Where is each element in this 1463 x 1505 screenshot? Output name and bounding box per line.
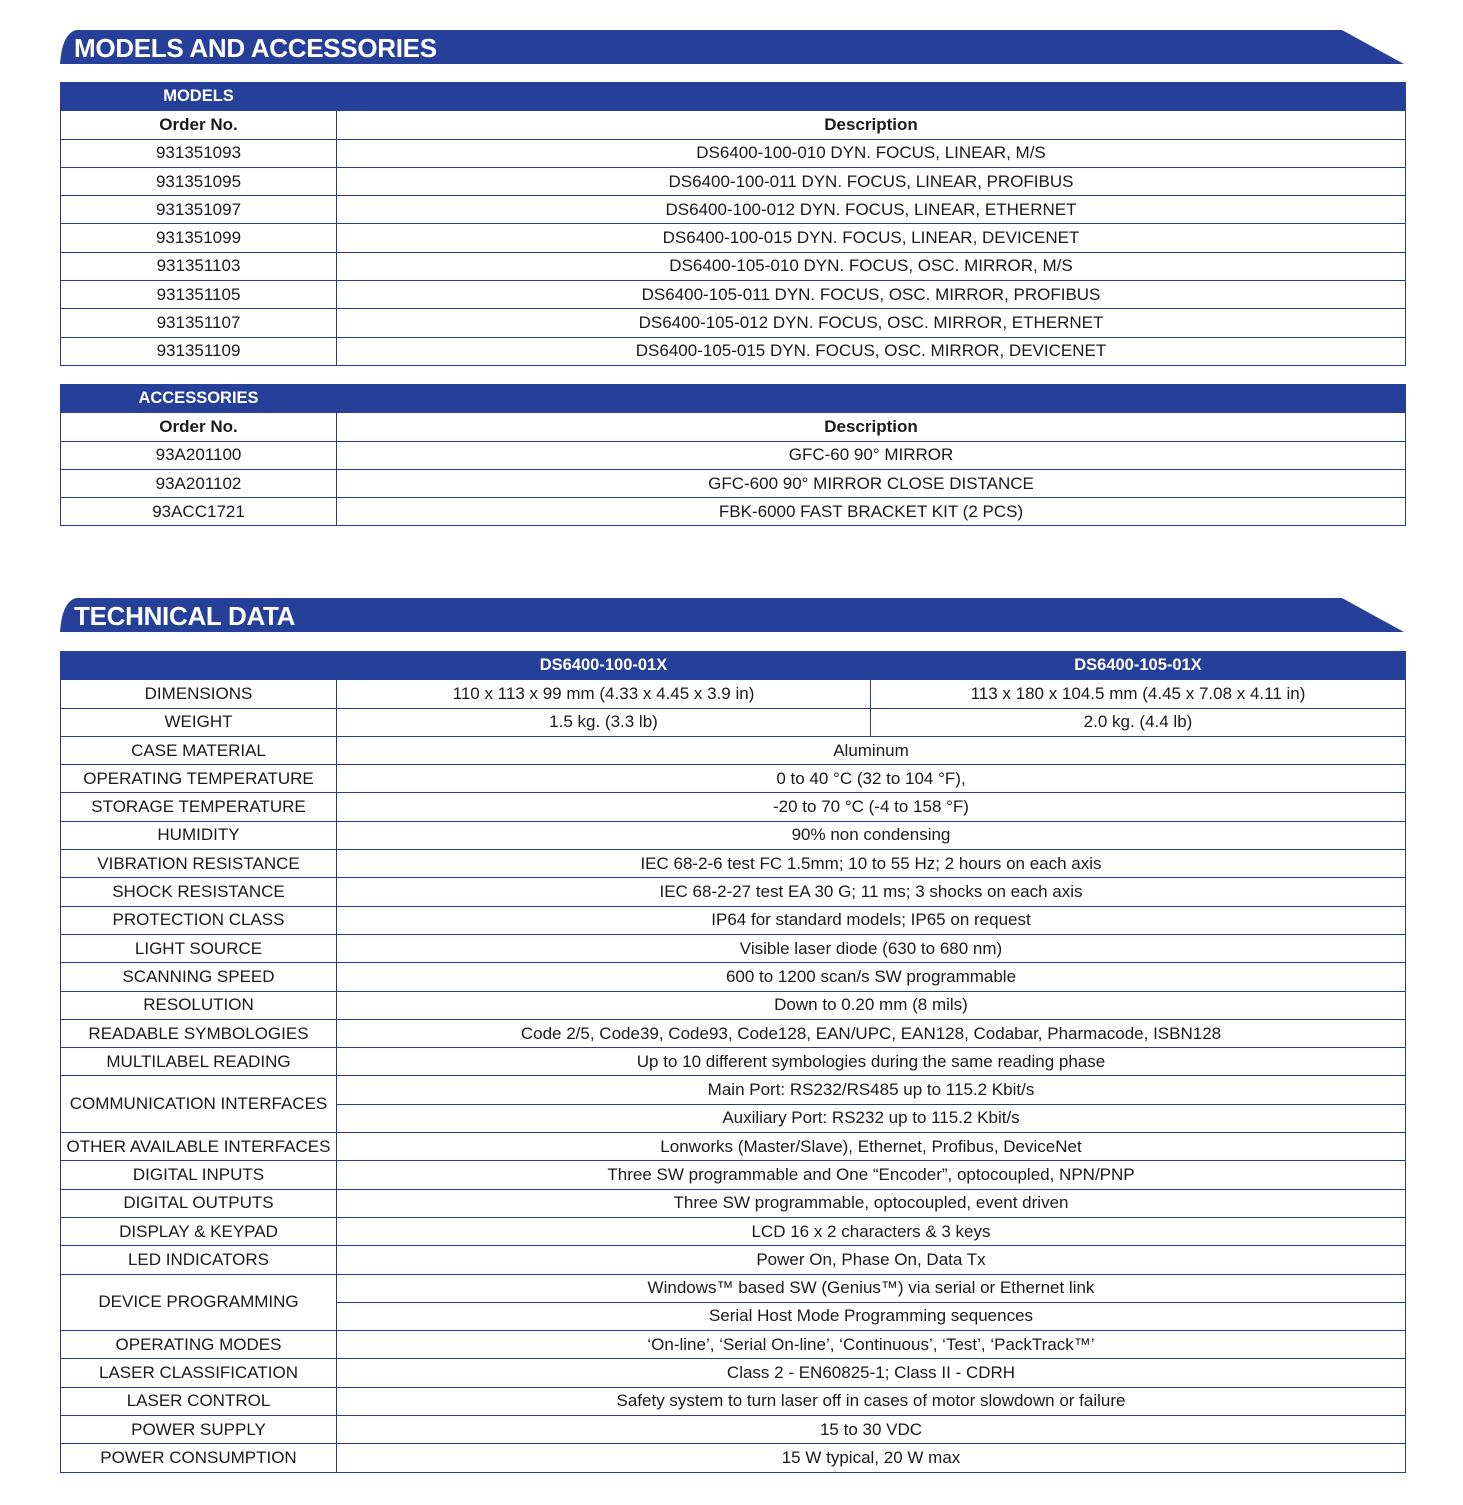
- table-row: 931351105 DS6400-105-011 DYN. FOCUS, OSC. MIRROR, PROFIBUS: [61, 281, 1406, 309]
- accessories-header-row: [61, 385, 1406, 413]
- models-header: MODELS: [61, 83, 337, 111]
- technical-data-table: [60, 651, 1406, 1473]
- table-row: SHOCK RESISTANCE IEC 68-2-27 test EA 30 G; 11 ms; 3 shocks on each axis: [61, 878, 1406, 906]
- model-b-header: DS6400-105-01X: [871, 652, 1406, 680]
- table-row: LASER CLASSIFICATION Class 2 - EN60825-1; Class II - CDRH: [61, 1359, 1406, 1387]
- table-row: 931351099 DS6400-100-015 DYN. FOCUS, LINEAR, DEVICENET: [61, 224, 1406, 252]
- table-row: VIBRATION RESISTANCE IEC 68-2-6 test FC 1.5mm; 10 to 55 Hz; 2 hours on each axis: [61, 850, 1406, 878]
- table-row: 931351109 DS6400-105-015 DYN. FOCUS, OSC. MIRROR, DEVICENET: [61, 337, 1406, 365]
- order-no-header: Order No.: [61, 111, 337, 139]
- table-row: 931351095 DS6400-100-011 DYN. FOCUS, LINEAR, PROFIBUS: [61, 167, 1406, 195]
- description-header: Description: [337, 111, 1406, 139]
- column-header-row: [61, 413, 1406, 441]
- accessories-header: ACCESSORIES: [61, 385, 337, 413]
- section-title: TECHNICAL DATA: [74, 601, 296, 631]
- table-row: MULTILABEL READING Up to 10 different symbologies during the same reading phase: [61, 1048, 1406, 1076]
- table-row: DISPLAY & KEYPAD LCD 16 x 2 characters & 3 keys: [61, 1217, 1406, 1245]
- table-row: HUMIDITY 90% non condensing: [61, 821, 1406, 849]
- table-row: 931351093 DS6400-100-010 DYN. FOCUS, LINEAR, M/S: [61, 139, 1406, 167]
- accessories-table: [60, 384, 1406, 526]
- table-row: STORAGE TEMPERATURE -20 to 70 °C (-4 to 158 °F): [61, 793, 1406, 821]
- table-row: LASER CONTROL Safety system to turn laser off in cases of motor slowdown or failure: [61, 1387, 1406, 1415]
- table-row: SCANNING SPEED 600 to 1200 scan/s SW programmable: [61, 963, 1406, 991]
- table-row: DIGITAL OUTPUTS Three SW programmable, optocoupled, event driven: [61, 1189, 1406, 1217]
- table-row: DIMENSIONS 110 x 113 x 99 mm (4.33 x 4.45 x 3.9 in) 113 x 180 x 104.5 mm (4.45 x 7.08 x 4.11 in): [61, 680, 1406, 708]
- table-row: LIGHT SOURCE Visible laser diode (630 to 680 nm): [61, 934, 1406, 962]
- table-row: COMMUNICATION INTERFACES Main Port: RS232/RS485 up to 115.2 Kbit/s: [61, 1076, 1406, 1104]
- table-row: 931351107 DS6400-105-012 DYN. FOCUS, OSC. MIRROR, ETHERNET: [61, 309, 1406, 337]
- tech-header-row: [61, 652, 1406, 680]
- section-title: MODELS AND ACCESSORIES: [74, 33, 437, 63]
- table-row: 931351103 DS6400-105-010 DYN. FOCUS, OSC. MIRROR, M/S: [61, 252, 1406, 280]
- table-row: CASE MATERIAL Aluminum: [61, 736, 1406, 764]
- models-accessories-banner: [60, 30, 1404, 66]
- description-header: Description: [337, 413, 1406, 441]
- table-row: Serial Host Mode Programming sequences: [61, 1302, 1406, 1330]
- model-a-header: DS6400-100-01X: [337, 652, 871, 680]
- table-row: LED INDICATORS Power On, Phase On, Data Tx: [61, 1246, 1406, 1274]
- table-row: OPERATING TEMPERATURE 0 to 40 °C (32 to 104 °F),: [61, 765, 1406, 793]
- table-row: 931351097 DS6400-100-012 DYN. FOCUS, LINEAR, ETHERNET: [61, 196, 1406, 224]
- table-row: POWER SUPPLY 15 to 30 VDC: [61, 1416, 1406, 1444]
- table-row: 93ACC1721 FBK-6000 FAST BRACKET KIT (2 PCS): [61, 498, 1406, 526]
- table-row: OPERATING MODES ‘On-line’, ‘Serial On-line’, ‘Continuous’, ‘Test’, ‘PackTrack™’: [61, 1331, 1406, 1359]
- column-header-row: [61, 111, 1406, 139]
- models-header-row: [61, 83, 1406, 111]
- table-row: RESOLUTION Down to 0.20 mm (8 mils): [61, 991, 1406, 1019]
- table-row: OTHER AVAILABLE INTERFACES Lonworks (Master/Slave), Ethernet, Profibus, DeviceNet: [61, 1133, 1406, 1161]
- models-table: [60, 82, 1406, 366]
- table-row: 93A201100 GFC-60 90° MIRROR: [61, 441, 1406, 469]
- table-row: PROTECTION CLASS IP64 for standard models; IP65 on request: [61, 906, 1406, 934]
- technical-data-banner: [60, 598, 1404, 634]
- table-row: WEIGHT 1.5 kg. (3.3 lb) 2.0 kg. (4.4 lb): [61, 708, 1406, 736]
- table-row: Auxiliary Port: RS232 up to 115.2 Kbit/s: [61, 1104, 1406, 1132]
- table-row: READABLE SYMBOLOGIES Code 2/5, Code39, Code93, Code128, EAN/UPC, EAN128, Codabar, Pharmacode, ISBN128: [61, 1019, 1406, 1047]
- table-row: 93A201102 GFC-600 90° MIRROR CLOSE DISTANCE: [61, 469, 1406, 497]
- table-row: DEVICE PROGRAMMING Windows™ based SW (Genius™) via serial or Ethernet link: [61, 1274, 1406, 1302]
- order-no-header: Order No.: [61, 413, 337, 441]
- table-row: DIGITAL INPUTS Three SW programmable and One “Encoder”, optocoupled, NPN/PNP: [61, 1161, 1406, 1189]
- table-row: POWER CONSUMPTION 15 W typical, 20 W max: [61, 1444, 1406, 1472]
